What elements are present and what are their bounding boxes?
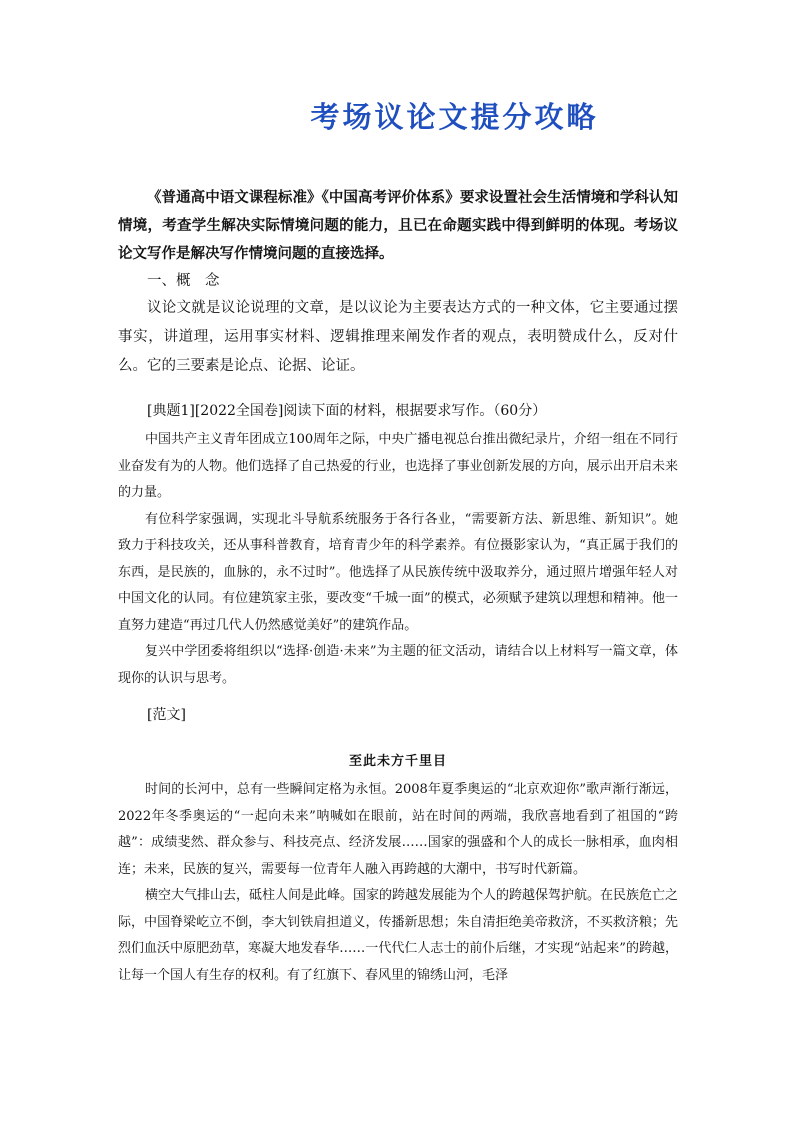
- material-paragraph: 中国共产主义青年团成立100周年之际，中央广播电视总台推出微纪录片，介绍一组在不同行业奋发有为的人物。他们选择了自己热爱的行业，也选择了事业创新发展的方向，展示出开启未来的力量。: [118, 432, 678, 500]
- essay-body: [118, 777, 678, 989]
- essay-paragraph: 横空大气排山去，砥柱人间是此峰。国家的跨越发展能为个人的跨越保驾护航。在民族危亡之际，中国脊梁屹立不倒，李大钊铁肩担道义，传播新思想；朱自清拒绝美帝救济，不买救济粮；先烈们血沃中原肥劲草，寒凝大地发春华……一代代仁人志士的前仆后继，才实现“站起来”的跨越，让每一个国人有生存的权利。有了红旗下、春风里的锦绣山河，毛泽: [118, 888, 679, 983]
- concept-paragraph: 议论文就是议论说理的文章，是以议论为主要表达方式的一种文体，它主要通过摆事实，讲道理，运用事实材料、逻辑推理来阐发作者的观点，表明赞成什么，反对什么。它的三要素是论点、论据、论证。: [118, 300, 678, 374]
- example-question-header: [典题1][2022全国卷]阅读下面的材料，根据要求写作。（60分）: [147, 403, 547, 419]
- material-paragraph: 复兴中学团委将组织以“选择·创造·未来”为主题的征文活动，请结合以上材料写一篇文章，体现你的认识与思考。: [118, 644, 678, 686]
- page-title: 考场议论文提分攻略: [310, 100, 599, 134]
- intro-paragraph: 《普通高中语文课程标准》《中国高考评价体系》要求设置社会生活情境和学科认知情境，考查学生解决实际情境问题的能力，且已在命题实践中得到鲜明的体现。考场议论文写作是解决写作情境问题的直接选择。: [118, 190, 678, 262]
- section-heading-concept: 一、概 念: [147, 273, 220, 289]
- essay-paragraph: 时间的长河中，总有一些瞬间定格为永恒。2008年夏季奥运的“北京欢迎你”歌声渐行渐远，2022年冬季奥运的“一起向未来”呐喊如在眼前，站在时间的两端，我欣喜地看到了祖国的“跨越”：成绩斐然、群众参与、科技亮点、经济发展……国家的强盛和个人的成长一脉相承，血肉相连；未来，民族的复兴，需要每一位青年人融入再跨越的大潮中，书写时代新篇。: [118, 782, 678, 877]
- example-material: [118, 427, 678, 692]
- model-essay-label: [范文]: [147, 707, 186, 723]
- essay-title: 至此未方千里目: [348, 754, 447, 769]
- material-paragraph: 有位科学家强调，实现北斗导航系统服务于各行各业，“需要新方法、新思维、新知识”。她致力于科技攻关，还从事科普教育，培育青少年的科学素养。有位摄影家认为，“真正属于我们的东西，是民族的，血脉的，永不过时”。他选择了从民族传统中汲取养分，通过照片增强年轻人对中国文化的认同。有位建筑家主张，要改变“千城一面”的模式，必须赋予建筑以理想和精神。他一直努力建造“再过几代人仍然感觉美好”的建筑作品。: [118, 511, 678, 633]
